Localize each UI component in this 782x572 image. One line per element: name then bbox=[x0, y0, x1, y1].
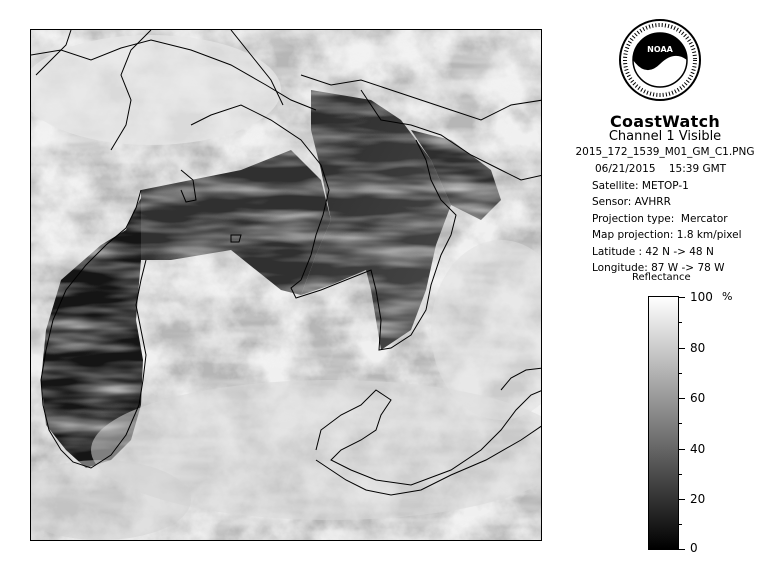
scale-tick-minor bbox=[679, 524, 682, 525]
scale-tick-minor bbox=[679, 373, 682, 374]
acquisition-datetime: 06/21/2015 15:39 GMT bbox=[595, 163, 727, 175]
scale-tick-label: 20 bbox=[690, 492, 706, 506]
latitude-range: Latitude : 42 N -> 48 N bbox=[592, 246, 714, 258]
scale-tick bbox=[679, 449, 685, 450]
scale-tick bbox=[679, 398, 685, 399]
file-name: 2015_172_1539_M01_GM_C1.PNG bbox=[575, 146, 755, 158]
scale-tick-label: 40 bbox=[690, 442, 706, 456]
sensor-info: Sensor: AVHRR bbox=[592, 196, 671, 208]
scale-tick bbox=[679, 297, 685, 298]
scale-tick-label: 80 bbox=[690, 341, 706, 355]
map-projection: Map projection: 1.8 km/pixel bbox=[592, 229, 742, 241]
product-title: CoastWatch bbox=[609, 112, 721, 131]
scale-tick bbox=[679, 549, 685, 550]
scale-tick-minor bbox=[679, 474, 682, 475]
channel-label: Channel 1 Visible bbox=[608, 129, 722, 144]
satellite-info: Satellite: METOP-1 bbox=[592, 180, 689, 192]
scale-tick-label: 60 bbox=[690, 391, 706, 405]
scale-tick bbox=[679, 499, 685, 500]
satellite-imagery bbox=[31, 30, 542, 541]
scale-title: Reflectance bbox=[632, 272, 691, 283]
longitude-range: Longitude: 87 W -> 78 W bbox=[592, 262, 725, 274]
scale-tick-label: 100 bbox=[690, 290, 713, 304]
noaa-logo bbox=[618, 18, 702, 102]
scale-tick-minor bbox=[679, 423, 682, 424]
scale-tick-minor bbox=[679, 322, 682, 323]
satellite-map bbox=[30, 29, 542, 541]
reflectance-colorbar bbox=[648, 296, 679, 550]
scale-tick-label: 0 bbox=[690, 541, 698, 555]
svg-text:NOAA: NOAA bbox=[647, 45, 673, 54]
scale-tick bbox=[679, 348, 685, 349]
projection-type: Projection type: Mercator bbox=[592, 213, 728, 225]
scale-unit: % bbox=[722, 290, 733, 303]
